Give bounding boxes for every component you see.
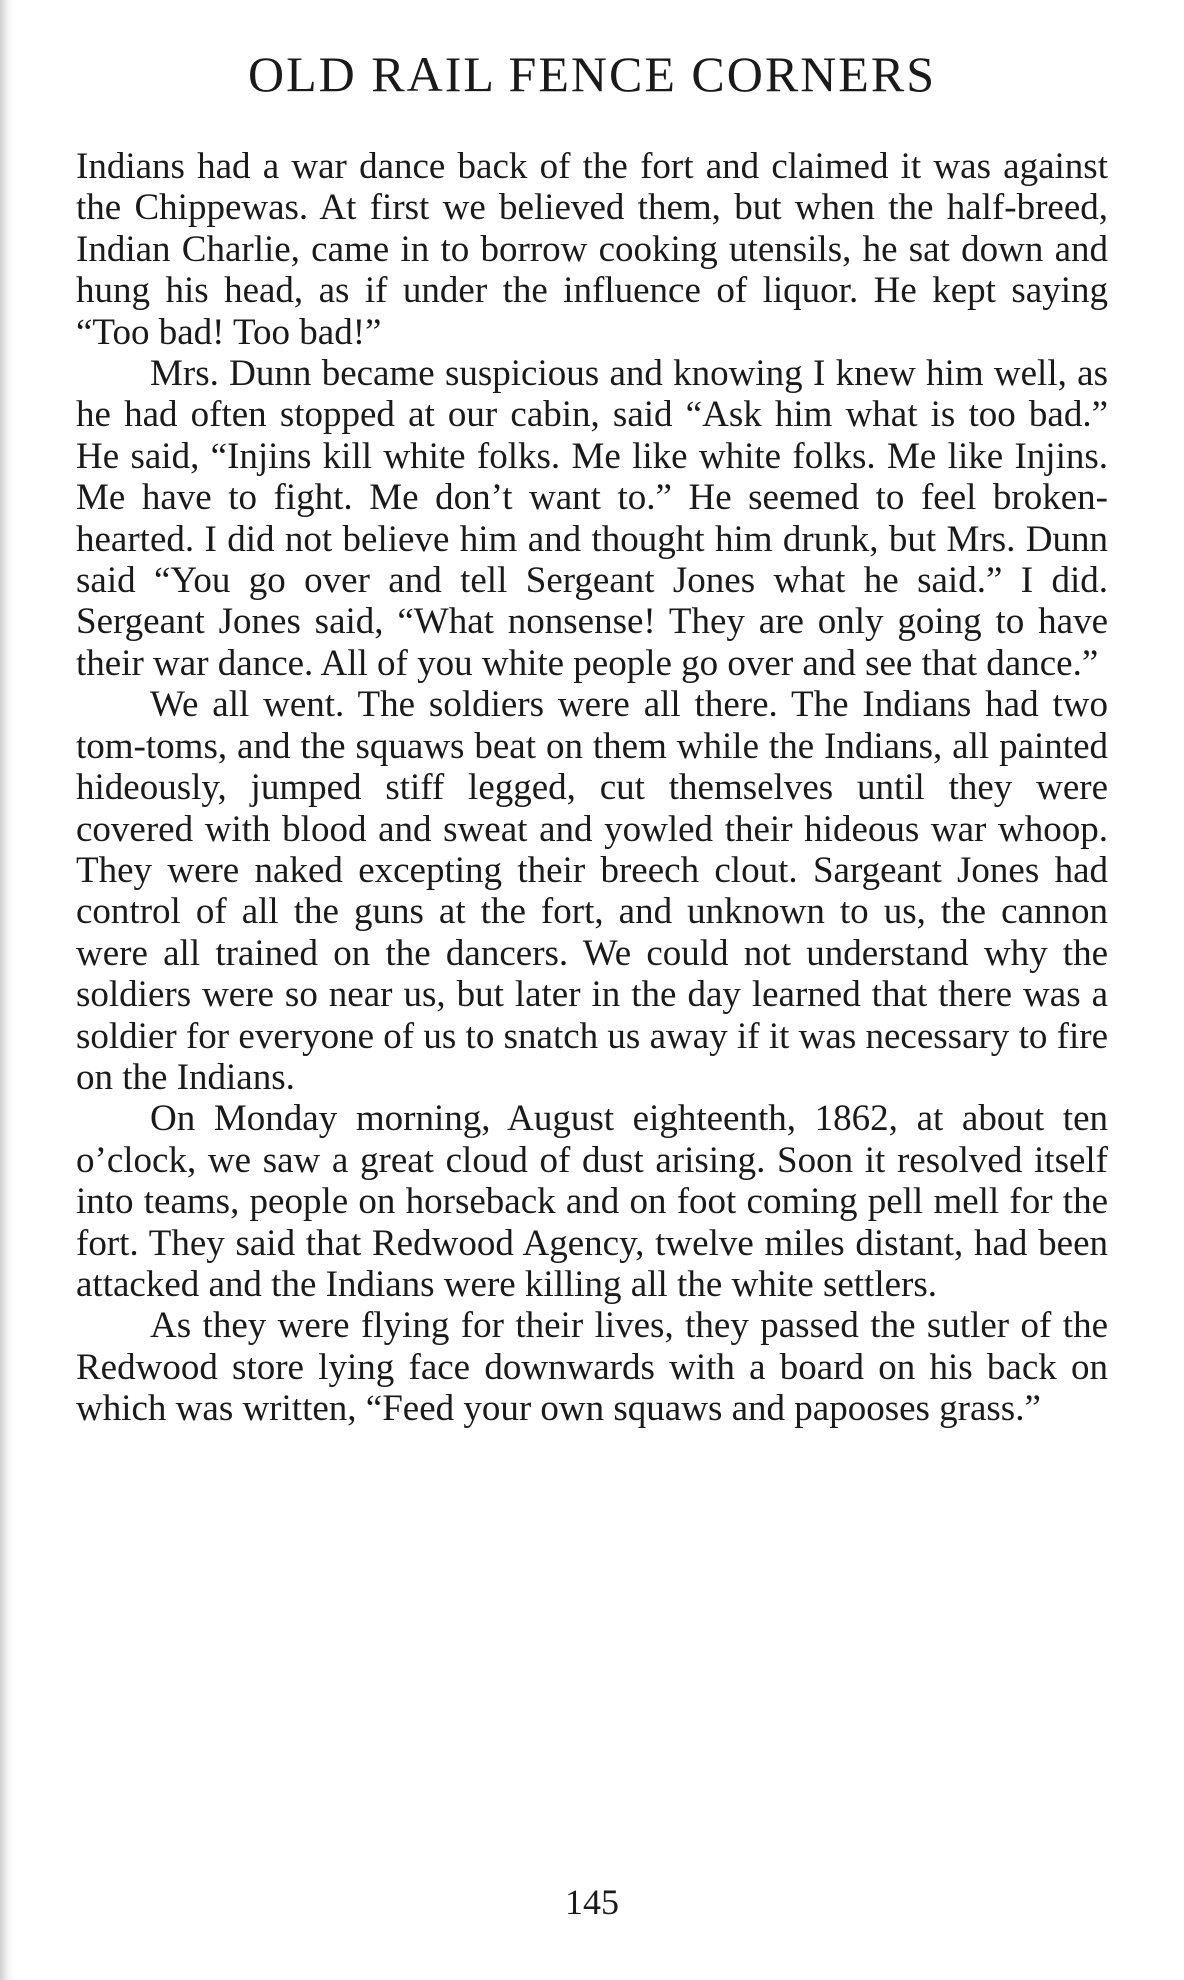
paragraph-5: As they were flying for their lives, they passed the sutler of the Redwood store lying face downwards with a board on his back on which was written, “Feed your own squaws and papooses grass.”: [76, 1305, 1108, 1430]
paragraph-3: We all went. The soldiers were all there. The Indians had two tom-toms, and the squaws beat on them while the Indians, all painted hideously, jumped stiff legged, cut themselves until they were covered with blood and sweat and yowled their hideous war whoop. They were naked excepting their breech clout. Sargeant Jones had control of all the guns at the fort, and unknown to us, the cannon were all trained on the dancers. We could not understand why the soldiers were so near us, but later in the day learned that there was a soldier for everyone of us to snatch us away if it was necessary to fire on the Indians.: [76, 684, 1108, 1098]
paragraph-4: On Monday morning, August eighteenth, 1862, at about ten o’clock, we saw a great cloud of dust arising. Soon it resolved itself into teams, people on horseback and on foot coming pell mell for the fort. They said that Redwood Agency, twelve miles distant, had been attacked and the Indians were killing all the white settlers.: [76, 1098, 1108, 1305]
page-number: 145: [565, 1882, 619, 1922]
paragraph-2: Mrs. Dunn became suspicious and knowing I knew him well, as he had often stopped at our cabin, said “Ask him what is too bad.” He said, “Injins kill white folks. Me like white folks. Me like Injins. Me have to fight. Me don’t want to.” He seemed to feel broken-hearted. I did not believe him and thought him drunk, but Mrs. Dunn said “You go over and tell Sergeant Jones what he said.” I did. Sergeant Jones said, “What nonsense! They are only going to have their war dance. All of you white people go over and see that dance.”: [76, 353, 1108, 684]
page-edge-shadow: [0, 0, 14, 1980]
body-text: [76, 146, 1108, 1430]
paragraph-1: Indians had a war dance back of the fort and claimed it was against the Chippewas. At first we believed them, but when the half-breed, Indian Charlie, came in to borrow cooking utensils, he sat down and hung his head, as if under the influence of liquor. He kept saying “Too bad! Too bad!”: [76, 146, 1108, 353]
running-head: OLD RAIL FENCE CORNERS: [247, 46, 937, 102]
